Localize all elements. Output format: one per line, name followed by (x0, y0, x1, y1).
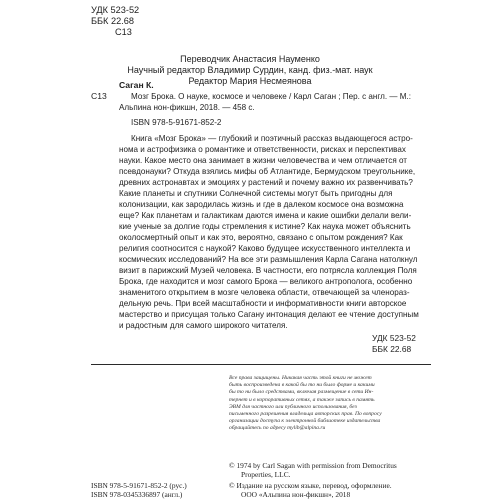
catalog-author: Саган К. (119, 80, 154, 90)
author-index: С13 (115, 27, 132, 37)
translator-credit: Переводчик Анастасия Науменко (180, 54, 320, 64)
annotation-line: космических исследований? На все эти размышления Карла Сагана натолкнул (119, 255, 418, 264)
rights-line: организации доступа к электронной библиотеке издательства (229, 418, 381, 425)
rights-line: ЭВМ для частного или публичного использования, без (229, 403, 357, 410)
annotation-line: еще? Как планетам и галактикам даются имена и какие ошибки делали вели- (119, 211, 412, 220)
annotation-line: мастерство и присущая только Сагану интонация делают ее чтение доступным (119, 310, 419, 319)
udk-code: УДК 523-52 (91, 5, 140, 15)
copyright-russian-edition: © Издание на русском языке, перевод, оформление. (229, 481, 392, 490)
catalog-entry-line-2: Альпина нон-фикшн, 2018. — 458 с. (119, 103, 255, 112)
annotation (119, 133, 419, 331)
catalog-isbn: ISBN 978-5-91671-852-2 (131, 118, 222, 127)
annotation-line: нома и астрофизика о романтике и ответственности, рисках и перспективах (119, 145, 406, 154)
bottom-udk-code: УДК 523-52 (372, 333, 416, 343)
rights-notice (229, 375, 429, 433)
annotation-line: науки. Какое место она занимает в жизни человечества и чем отличается от (119, 156, 407, 165)
isbn-english: ISBN 978-0345336897 (англ.) (91, 490, 183, 499)
rights-line: Все права защищены. Никакая часть этой книги не может (229, 375, 372, 381)
catalog-entry-line-1: Мозг Брока. О науке, космосе и человеке / Карл Саган ; Пер. с англ. — М.: (131, 92, 411, 101)
bbk-code: ББК 22.68 (91, 16, 134, 26)
annotation-line: околосмертный опыт и как это, вероятно, связано с опытом рождения? Как (119, 233, 403, 242)
annotation-line: кие ученые за долгие годы стремления к истине? Как наука может объяснить (119, 222, 411, 231)
rights-line: быть воспроизведена в какой бы то ни было форме и какими (229, 382, 375, 389)
annotation-line: знаменитого открытием в мозге человека области, отвечающей за членораз- (119, 288, 410, 297)
catalog-index: С13 (91, 91, 107, 101)
copyright-carl-sagan: © 1974 by Carl Sagan with permission from Democritus (229, 461, 397, 470)
annotation-line: дельную речь. При всей масштабности и информативности книги авторское (119, 299, 407, 308)
editor-credit: Редактор Мария Несмеянова (188, 76, 312, 86)
annotation-line: древних астронавтах и эмоциях у растений и почему важно их развенчивать? (119, 178, 413, 187)
scientific-editor-credit: Научный редактор Владимир Сурдин, канд. физ.-мат. наук (127, 65, 373, 75)
copyright-carl-sagan-cont: Properties, LLC. (241, 470, 291, 479)
annotation-line: религия соотносится с наукой? Каково будущее искусственного интеллекта и (119, 244, 411, 253)
annotation-line: псевдонауки? Откуда взялись мифы об Атлантиде, Бермудском треугольнике, (119, 167, 416, 176)
rights-line: тернет и в корпоративных сетях, а также запись в память (229, 396, 375, 403)
divider (91, 364, 431, 365)
copyright-russian-edition-cont: ООО «Альпина нон-фикшн», 2018 (241, 490, 351, 499)
annotation-line: колонизации, как зародилась жизнь и где в далеком космосе она возможна (119, 200, 404, 209)
rights-line: обращайтесь по адресу mylib@alpina.ru (229, 425, 326, 432)
annotation-line: Брока, где находится и мозг самого Брока — великого антрополога, особенно (119, 277, 413, 286)
isbn-russian: ISBN 978-5-91671-852-2 (рус.) (91, 481, 187, 490)
annotation-line: Какие планеты и спутники Солнечной системы могут быть пригодны для (119, 189, 393, 198)
annotation-line: и радостным для самого широкого читателя. (119, 321, 288, 330)
bottom-bbk-code: ББК 22.68 (372, 344, 412, 354)
rights-line: письменного разрешения владельца авторских прав. По вопросу (229, 411, 382, 418)
annotation-line: Книга «Мозг Брока» — глубокий и поэтичный рассказ выдающегося астро- (131, 134, 413, 143)
rights-line: бы то ни было средствами, включая размещение в сети Ин- (229, 389, 374, 396)
annotation-line: визит в парижский Музей человека. В частности, его потрясла коллекция Поля (119, 266, 417, 275)
